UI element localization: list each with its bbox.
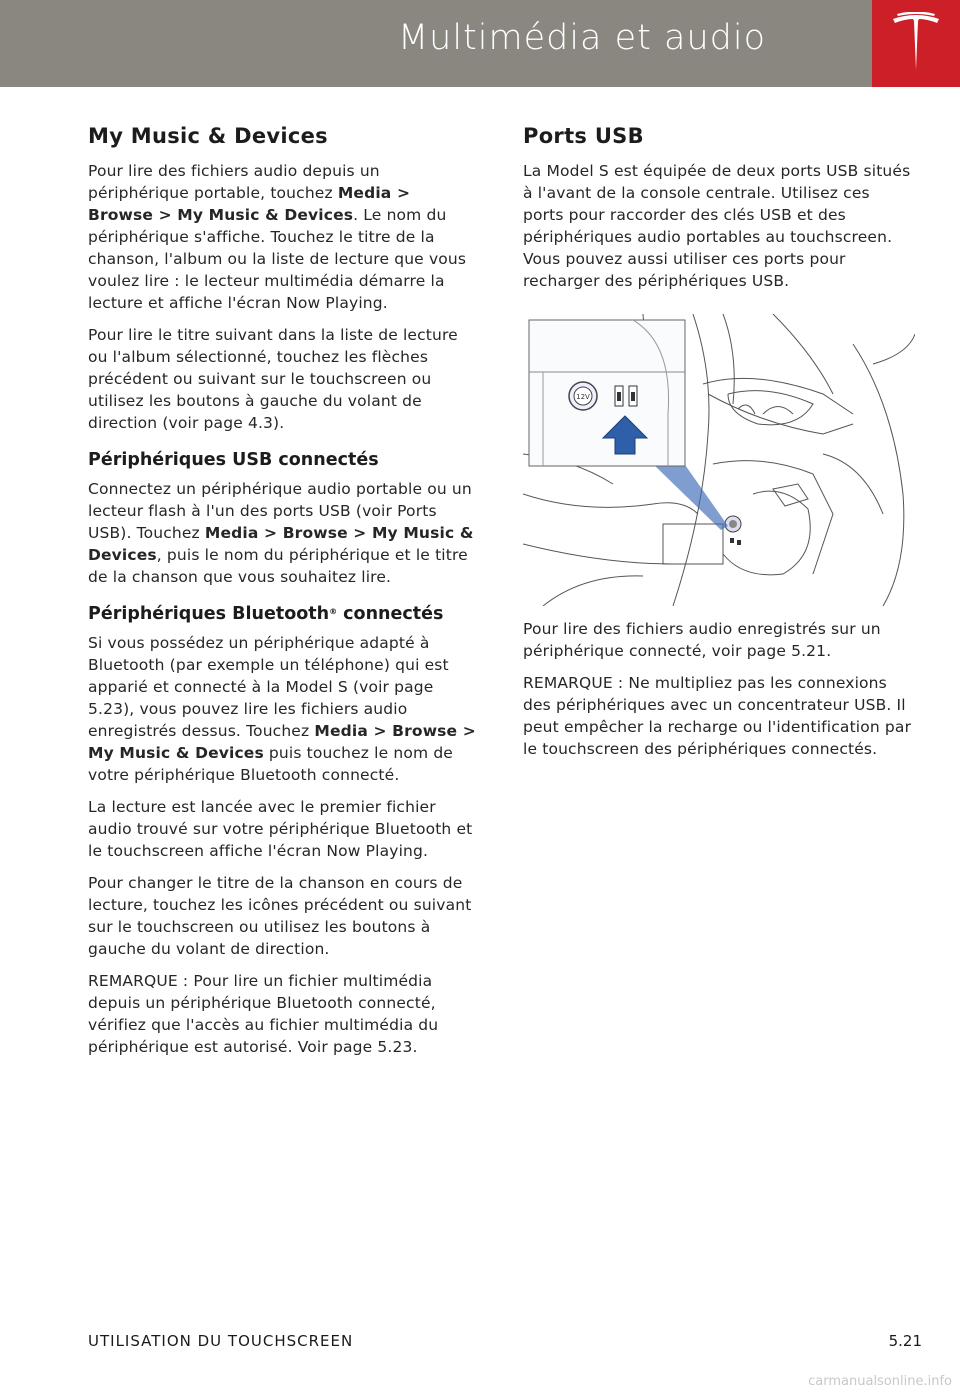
paragraph: La Model S est équipée de deux ports USB situés à l'avant de la console centrale. Utilisez ces ports pour raccorder des clés USB et des périphériques audio portables au touchscreen. Vous pouvez aussi utiliser ces ports pour recharger des périphériques USB.	[523, 162, 911, 290]
subheading-bluetooth-devices: Périphériques Bluetooth® connectés	[88, 604, 444, 624]
tesla-logo-icon	[891, 12, 941, 74]
paragraph: Si vous possédez un périphérique adapté à Bluetooth (par exemple un téléphone) qui est apparié et connecté à la Model S (voir page 5.23), vous pouvez lire les fichiers audio enregistrés dessus. Touchez Media > Browse > My Music & Devices puis touchez le nom de votre périphérique Bluetooth connecté.	[88, 634, 476, 784]
note-paragraph: REMARQUE : Ne multipliez pas les connexions des périphériques avec un concentrateur USB. Il peut empêcher la recharge ou l'identification par le touchscreen des périphériques connectés.	[523, 674, 912, 758]
paragraph: Pour lire des fichiers audio enregistrés sur un périphérique connecté, voir page 5.21.	[523, 620, 881, 660]
subheading-usb-devices: Périphériques USB connectés	[88, 450, 379, 470]
paragraph: Pour lire des fichiers audio depuis un périphérique portable, touchez Media > Browse > My Music & Devices. Le nom du périphérique s'affiche. Touchez le titre de la chanson, l'album ou la liste de lecture que vous voulez lire : le lecteur multimédia démarre la lecture et affiche l'écran Now Playing.	[88, 162, 467, 312]
footer-section-name: UTILISATION DU TOUCHSCREEN	[88, 1332, 354, 1350]
section-heading-usb-ports: Ports USB	[523, 124, 644, 148]
chapter-title: Multimédia et audio	[397, 18, 766, 58]
note-paragraph: REMARQUE : Pour lire un fichier multimédia depuis un périphérique Bluetooth connecté, vérifiez que l'accès au fichier multimédia du périphérique est autorisé. Voir page 5.23.	[88, 972, 439, 1056]
menu-path: Media > Browse > My Music & Devices	[88, 524, 474, 564]
menu-path: Media > Browse > My Music & Devices	[88, 722, 476, 762]
12v-socket-label: 12V	[576, 393, 590, 401]
left-column	[88, 120, 478, 1068]
right-column	[523, 120, 913, 770]
menu-path: Media > Browse > My Music & Devices	[88, 184, 411, 224]
usb-ports-illustration	[523, 314, 915, 606]
header-bar	[0, 0, 872, 87]
paragraph: Pour changer le titre de la chanson en cours de lecture, touchez les icônes précédent ou suivant sur le touchscreen ou utilisez les boutons à gauche du volant de direction.	[88, 874, 472, 958]
brand-logo	[872, 0, 960, 87]
console-drawing	[523, 314, 915, 606]
watermark: carmanualsonline.info	[808, 1374, 952, 1389]
paragraph: La lecture est lancée avec le premier fichier audio trouvé sur votre périphérique Bluetooth et le touchscreen affiche l'écran Now Playing.	[88, 798, 473, 860]
section-heading-my-music: My Music & Devices	[88, 124, 328, 148]
footer-page-number: 5.21	[888, 1332, 922, 1350]
paragraph: Connectez un périphérique audio portable ou un lecteur flash à l'un des ports USB (voir Ports USB). Touchez Media > Browse > My Music & Devices, puis le nom du périphérique et le titre de la chanson que vous souhaitez lire.	[88, 480, 474, 586]
paragraph: Pour lire le titre suivant dans la liste de lecture ou l'album sélectionné, touchez les flèches précédent ou suivant sur le touchscreen ou utilisez les boutons à gauche du volant de direction (voir page 4.3).	[88, 326, 458, 432]
